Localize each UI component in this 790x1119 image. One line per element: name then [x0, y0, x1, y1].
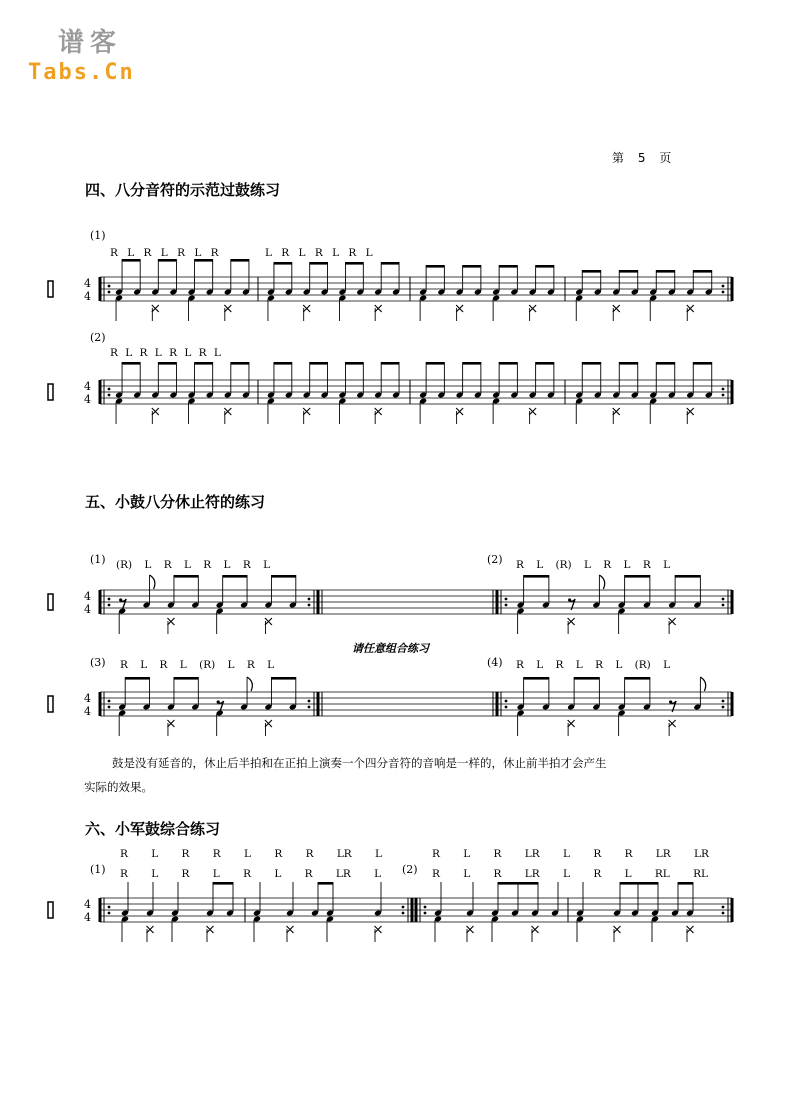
hihat-foot-note — [568, 720, 575, 727]
section-title-snare-combo: 六、小军鼓综合练习 — [85, 820, 221, 838]
hihat-foot-note — [303, 408, 310, 415]
beam — [656, 362, 675, 365]
time-sig-top: 4 — [84, 277, 91, 290]
sticking-line: R L (R) L R L R L — [516, 559, 671, 571]
hihat-foot-note — [375, 926, 382, 933]
hihat-foot-note — [669, 618, 676, 625]
repeat-dot — [108, 906, 111, 909]
repeat-dot — [722, 598, 725, 601]
percussion-clef — [48, 384, 53, 400]
percussion-clef — [48, 281, 53, 297]
hihat-foot-note — [532, 926, 539, 933]
repeat-dot — [722, 285, 725, 288]
repeat-dot — [505, 598, 508, 601]
sticking-line: R L R LR L R L RL RL — [432, 868, 708, 880]
exercise-label: (2) — [487, 553, 503, 566]
time-sig-bottom: 4 — [84, 393, 91, 406]
beam — [122, 362, 140, 365]
repeat-dot — [308, 604, 311, 607]
exercise-label: (1) — [90, 863, 106, 876]
combine-caption: 请任意组合练习 — [352, 642, 429, 655]
hihat-foot-note — [287, 926, 294, 933]
eighth-rest — [568, 598, 571, 601]
beam — [213, 882, 233, 885]
beam — [231, 362, 249, 365]
sticking-line: (R) L R L R L R L — [116, 559, 271, 571]
beam — [498, 882, 538, 885]
repeat-dot — [505, 706, 508, 709]
note-flag — [599, 575, 604, 589]
percussion-clef — [48, 594, 53, 610]
hihat-foot-note — [687, 408, 694, 415]
beam — [536, 362, 554, 365]
beam — [381, 262, 399, 265]
beam — [574, 677, 599, 680]
percussion-clef — [48, 902, 53, 918]
hihat-foot-note — [614, 926, 621, 933]
exercise-label: (1) — [90, 553, 106, 566]
beam — [274, 362, 292, 365]
sticking-line: R L R L (R) L R L — [120, 659, 275, 671]
repeat-dot — [424, 906, 427, 909]
hihat-foot-note — [224, 408, 231, 415]
repeat-dot — [308, 598, 311, 601]
beam — [345, 362, 363, 365]
beam — [271, 575, 295, 578]
beam — [122, 259, 140, 262]
repeat-dot — [108, 706, 111, 709]
sticking-line: L R L R L R L — [265, 247, 373, 259]
beam — [310, 262, 328, 265]
repeat-dot — [722, 394, 725, 397]
time-sig-bottom: 4 — [84, 603, 91, 616]
time-sig-bottom: 4 — [84, 911, 91, 924]
sticking-line: R L R L R L (R) L — [516, 659, 671, 671]
repeat-dot — [722, 388, 725, 391]
beam — [678, 882, 693, 885]
beam — [318, 882, 333, 885]
explanation-line-1: 鼓是没有延音的，休止后半拍和在正拍上演奏一个四分音符的音响是一样的，休止前半拍才会产生 — [112, 756, 607, 770]
time-sig-top: 4 — [84, 898, 91, 911]
hihat-foot-note — [613, 305, 620, 312]
repeat-dot — [722, 291, 725, 294]
hihat-foot-note — [167, 720, 174, 727]
beam — [582, 362, 601, 365]
hihat-foot-note — [669, 720, 676, 727]
hihat-foot-note — [568, 618, 575, 625]
beam — [345, 262, 363, 265]
beam — [582, 270, 601, 273]
beam — [499, 265, 517, 268]
exercise-label: (3) — [90, 656, 106, 669]
repeat-dot — [505, 700, 508, 703]
repeat-dot — [722, 700, 725, 703]
hihat-foot-note — [265, 720, 272, 727]
beam — [426, 265, 444, 268]
sticking-line: R L R LR L R R LR LR — [432, 848, 709, 860]
repeat-dot — [722, 906, 725, 909]
hihat-foot-note — [147, 926, 154, 933]
hihat-foot-note — [687, 926, 694, 933]
beam — [158, 362, 176, 365]
repeat-dot — [108, 394, 111, 397]
repeat-dot — [108, 700, 111, 703]
beam — [174, 575, 198, 578]
beam — [158, 259, 176, 262]
beam — [463, 362, 481, 365]
beam — [619, 270, 638, 273]
repeat-dot — [505, 604, 508, 607]
beam — [381, 362, 399, 365]
sticking-line: R L R L R L R — [110, 247, 219, 259]
sticking-line: R L R L R L R L — [110, 347, 221, 359]
time-sig-bottom: 4 — [84, 290, 91, 303]
hihat-foot-note — [456, 408, 463, 415]
hihat-foot-note — [265, 618, 272, 625]
time-sig-top: 4 — [84, 692, 91, 705]
exercise-label: (4) — [487, 656, 503, 669]
eighth-rest — [669, 700, 672, 703]
section-title-eighth-fills: 四、八分音符的示范过鼓练习 — [85, 181, 281, 199]
repeat-dot — [108, 285, 111, 288]
hihat-foot-note — [152, 305, 159, 312]
hihat-foot-note — [303, 305, 310, 312]
hihat-foot-note — [167, 618, 174, 625]
exercise-label: (2) — [402, 863, 418, 876]
repeat-dot — [308, 700, 311, 703]
beam — [463, 265, 481, 268]
repeat-dot — [722, 912, 725, 915]
exercise-label: (1) — [90, 229, 106, 242]
beam — [231, 259, 249, 262]
exercise-label: (2) — [90, 331, 106, 344]
beam — [675, 575, 700, 578]
beam — [125, 677, 149, 680]
repeat-dot — [108, 912, 111, 915]
hihat-foot-note — [529, 305, 536, 312]
repeat-dot — [402, 906, 405, 909]
beam — [310, 362, 328, 365]
logo-english: Tabs.Cn — [28, 60, 135, 85]
beam — [271, 677, 295, 680]
logo-chinese: 谱客 — [58, 28, 123, 58]
page-number: 第 5 页 — [612, 151, 672, 165]
beam — [174, 677, 198, 680]
hihat-foot-note — [456, 305, 463, 312]
beam — [693, 362, 712, 365]
hihat-foot-note — [224, 305, 231, 312]
note-flag — [247, 677, 252, 691]
beam — [223, 575, 247, 578]
note-flag — [700, 677, 705, 691]
beam — [195, 259, 213, 262]
time-sig-top: 4 — [84, 380, 91, 393]
beam — [625, 575, 650, 578]
beam — [536, 265, 554, 268]
eighth-rest — [119, 598, 122, 601]
hihat-foot-note — [207, 926, 214, 933]
sticking-line: R L R R L R R LR L — [120, 848, 383, 860]
percussion-clef — [48, 696, 53, 712]
hihat-foot-note — [152, 408, 159, 415]
note-flag — [150, 575, 155, 589]
beam — [426, 362, 444, 365]
repeat-dot — [108, 604, 111, 607]
beam — [693, 270, 712, 273]
repeat-dot — [108, 598, 111, 601]
beam — [524, 677, 549, 680]
repeat-dot — [108, 291, 111, 294]
beam — [274, 262, 292, 265]
repeat-dot — [108, 388, 111, 391]
hihat-foot-note — [687, 305, 694, 312]
repeat-dot — [308, 706, 311, 709]
sticking-line: R L R L R L R LR L — [120, 868, 382, 880]
beam — [656, 270, 675, 273]
beam — [619, 362, 638, 365]
repeat-dot — [722, 706, 725, 709]
hihat-foot-note — [467, 926, 474, 933]
explanation-line-2: 实际的效果。 — [84, 780, 153, 794]
beam — [195, 362, 213, 365]
repeat-dot — [402, 912, 405, 915]
beam — [620, 882, 658, 885]
beam — [625, 677, 650, 680]
time-sig-top: 4 — [84, 590, 91, 603]
beam — [524, 575, 549, 578]
beam — [499, 362, 517, 365]
eighth-rest — [217, 700, 220, 703]
hihat-foot-note — [613, 408, 620, 415]
hihat-foot-note — [529, 408, 536, 415]
hihat-foot-note — [375, 408, 382, 415]
hihat-foot-note — [375, 305, 382, 312]
repeat-dot — [722, 604, 725, 607]
time-sig-bottom: 4 — [84, 705, 91, 718]
section-title-eighth-rests: 五、小鼓八分休止符的练习 — [85, 493, 266, 511]
repeat-dot — [424, 912, 427, 915]
